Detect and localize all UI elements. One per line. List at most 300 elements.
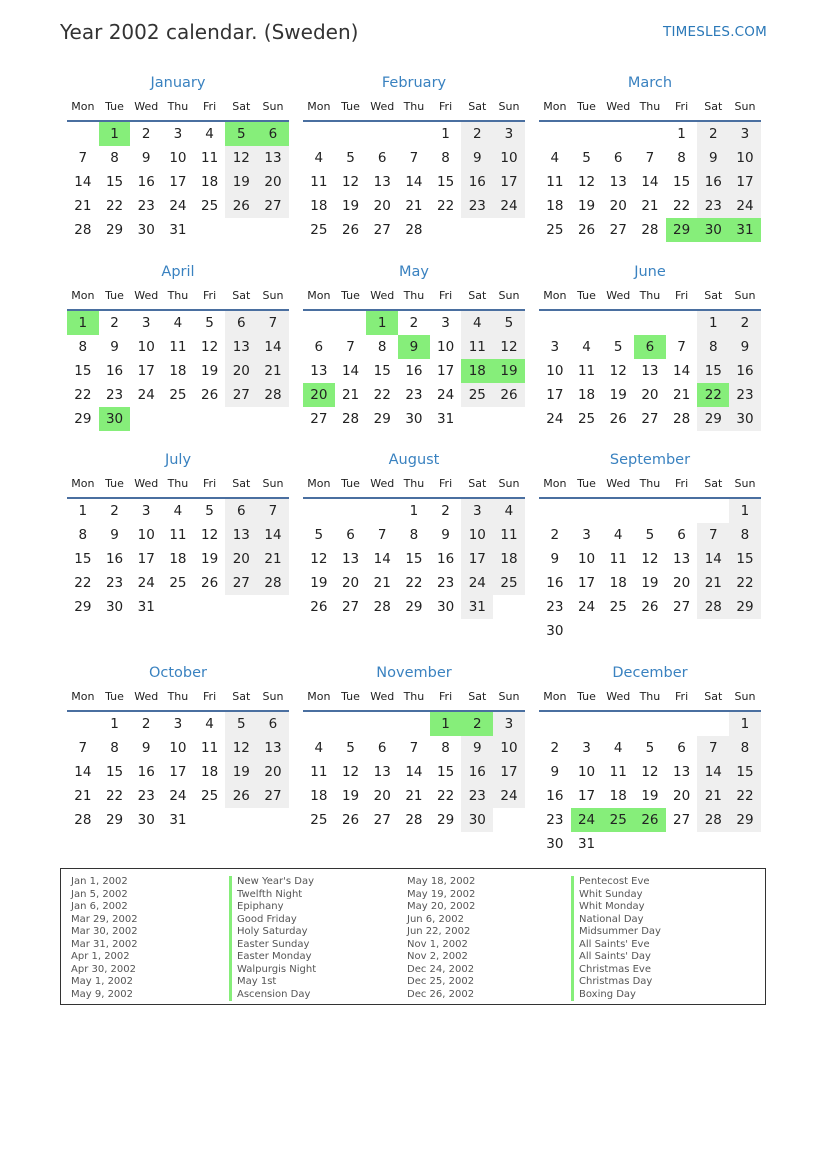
day-cell: 12 [577,174,596,190]
weekend-day: 8 [729,736,761,760]
holiday-date: May 9, 2002 [71,988,134,1000]
day-cell: 21 [405,198,423,214]
weekend-day: 14 [697,760,729,784]
day-cell: 15 [405,551,423,567]
day-cell: 15 [373,363,391,379]
week-row [67,146,289,170]
day-cell: 11 [546,174,564,190]
weekday-label: Sun [262,100,284,113]
weekday-header [539,287,761,311]
empty-day [130,407,162,431]
day-cell: 11 [169,527,187,543]
week-row [539,760,761,784]
weekday-label: Mon [71,477,95,490]
empty-day [634,832,666,856]
day-cell: 22 [437,788,455,804]
weekend-day: 6 [225,311,257,335]
day-cell: 8 [78,527,88,543]
weekday-label: Wed [134,289,159,302]
day-cell: 15 [437,174,455,190]
day-cell: 13 [673,764,691,780]
day-cell: 30 [137,812,155,828]
day-cell: 28 [373,599,391,615]
weekday-label: Wed [370,289,395,302]
weekend-day: 31 [461,595,493,619]
weekend-day: 28 [697,808,729,832]
empty-day [461,218,493,242]
weekday-label: Wed [370,690,395,703]
day-cell: 1 [441,126,450,142]
month-name: May [399,264,429,280]
day-cell: 7 [78,150,88,166]
weekday-label: Sat [232,100,251,113]
day-cell: 11 [201,740,219,756]
day-cell: 22 [74,575,92,591]
weekend-day: 30 [461,808,493,832]
day-cell: 24 [169,198,187,214]
weekend-day: 2 [729,311,761,335]
month-april [67,261,289,431]
weekend-day: 11 [493,523,525,547]
holiday-name: Ascension Day [229,989,316,1002]
day-cell: 2 [550,740,560,756]
holiday-name: Easter Sunday [229,939,316,952]
weekend-day: 3 [493,122,525,146]
day-cell: 3 [582,740,591,756]
holiday-name: All Saints' Day [571,951,661,964]
day-cell: 29 [373,411,391,427]
weekday-label: Mon [307,100,331,113]
holiday-name: May 1st [229,976,316,989]
weekend-day: 21 [697,571,729,595]
empty-day [194,218,226,242]
day-cell: 10 [577,551,596,567]
weekend-day: 15 [729,760,761,784]
month-name: November [376,665,452,681]
empty-day [257,808,289,832]
day-cell: 8 [78,339,88,355]
day-cell: 12 [201,527,219,543]
day-cell: 18 [310,198,328,214]
holiday-date: Dec 24, 2002 [407,963,475,975]
day-cell: 4 [550,150,560,166]
weekday-label: Fri [439,100,453,113]
holiday-name: Whit Sunday [571,889,661,902]
day-cell: 11 [169,339,187,355]
holiday-day: 1 [430,712,462,736]
day-cell: 25 [201,198,219,214]
day-cell: 2 [441,503,450,519]
weekend-day: 1 [729,499,761,523]
day-cell: 28 [405,222,423,238]
day-cell: 17 [437,363,455,379]
month-july [67,449,289,619]
day-cell: 2 [409,315,419,331]
day-cell: 29 [105,222,124,238]
weekday-label: Tue [341,100,360,113]
weekend-day: 29 [697,407,729,431]
weekend-day: 20 [225,547,257,571]
day-cell: 27 [641,411,659,427]
weekday-label: Mon [71,100,95,113]
weekday-label: Sun [734,289,756,302]
day-cell: 21 [373,575,391,591]
weekend-day: 6 [257,712,289,736]
holiday-date: Nov 2, 2002 [407,951,468,962]
month-november [303,662,525,832]
day-cell: 5 [346,740,355,756]
legend-names-col-1 [229,876,316,1001]
day-cell: 16 [437,551,455,567]
week-row [303,146,525,170]
weekend-day: 5 [225,712,257,736]
week-row [67,194,289,218]
holiday-date: Mar 29, 2002 [71,913,138,925]
holiday-date: Dec 25, 2002 [407,976,475,987]
weekday-header [67,287,289,311]
week-row [539,194,761,218]
holiday-name: Walpurgis Night [229,964,316,977]
weekend-day: 30 [729,407,761,431]
day-cell: 10 [137,527,155,543]
weekday-label: Fri [675,289,689,302]
weekday-header [539,98,761,122]
week-row [303,547,525,571]
day-cell: 29 [74,411,92,427]
holiday-day: 6 [257,122,289,146]
day-cell: 22 [74,387,92,403]
empty-day [634,619,666,643]
weekend-day: 22 [729,784,761,808]
week-row [67,170,289,194]
day-cell: 10 [169,150,187,166]
weekend-day: 9 [697,146,729,170]
weekend-day: 24 [729,194,761,218]
weekday-label: Wed [370,477,395,490]
week-row [303,736,525,760]
day-cell: 12 [341,764,360,780]
empty-day [666,832,698,856]
empty-day [225,218,257,242]
day-cell: 7 [645,150,655,166]
weekday-header [303,287,525,311]
day-cell: 15 [437,764,455,780]
holiday-date: Jan 6, 2002 [71,901,128,912]
holiday-name: Midsummer Day [571,926,661,939]
day-cell: 21 [341,387,360,403]
weekend-day: 3 [493,712,525,736]
weekday-label: Mon [307,289,331,302]
day-cell: 19 [577,198,596,214]
empty-day [430,218,462,242]
day-cell: 23 [105,575,124,591]
week-row [539,784,761,808]
day-cell: 27 [310,411,328,427]
day-cell: 27 [673,812,691,828]
week-row [303,571,525,595]
empty-day [194,595,226,619]
weekend-day: 13 [257,736,289,760]
week-row [303,122,525,146]
weekday-label: Thu [167,100,189,113]
day-cell: 31 [577,836,596,852]
holiday-name: Easter Monday [229,951,316,964]
empty-day [225,407,257,431]
day-cell: 3 [141,315,151,331]
holiday-day: 19 [493,359,525,383]
empty-day [634,122,666,146]
day-cell: 19 [201,363,219,379]
day-cell: 24 [137,387,155,403]
weekday-label: Tue [341,477,360,490]
weekend-day: 17 [493,170,525,194]
day-cell: 16 [405,363,423,379]
weekend-day: 28 [257,383,289,407]
month-december [539,662,761,856]
empty-day [225,595,257,619]
weekend-day: 25 [493,571,525,595]
day-cell: 23 [137,788,155,804]
day-cell: 22 [105,198,124,214]
weekend-day: 7 [257,499,289,523]
empty-day [602,832,634,856]
day-cell: 15 [105,764,124,780]
day-cell: 5 [645,527,655,543]
weekday-label: Thu [403,289,425,302]
day-cell: 5 [645,740,655,756]
day-cell: 11 [310,764,328,780]
weekday-label: Mon [71,690,95,703]
weekend-day: 16 [697,170,729,194]
week-row [303,383,525,407]
day-cell: 3 [141,503,151,519]
day-cell: 26 [201,575,219,591]
week-row [67,784,289,808]
day-cell: 22 [405,575,423,591]
weekend-day: 15 [697,359,729,383]
day-cell: 18 [546,198,564,214]
empty-day [602,619,634,643]
day-cell: 26 [577,222,596,238]
weekend-day: 1 [697,311,729,335]
day-cell: 1 [110,716,119,732]
empty-day [602,712,634,736]
legend-names-col-2 [571,876,661,1001]
weekday-label: Sat [468,289,487,302]
empty-day [697,832,729,856]
day-cell: 18 [169,363,187,379]
day-cell: 4 [613,527,623,543]
day-cell: 27 [673,599,691,615]
day-cell: 22 [373,387,391,403]
weekday-label: Tue [577,690,596,703]
day-cell: 16 [546,788,564,804]
month-name: August [388,452,440,468]
weekday-label: Tue [577,289,596,302]
legend-dates-col-2 [407,876,475,1001]
day-cell: 23 [105,387,124,403]
weekend-day: 4 [493,499,525,523]
weekday-label: Sun [262,289,284,302]
week-row [539,335,761,359]
holiday-legend [60,868,766,1005]
weekend-day: 24 [493,194,525,218]
day-cell: 4 [613,740,623,756]
day-cell: 6 [677,740,686,756]
day-cell: 23 [437,575,455,591]
weekend-day: 12 [225,146,257,170]
day-cell: 10 [546,363,564,379]
week-row [303,760,525,784]
day-cell: 13 [341,551,360,567]
holiday-day: 1 [366,311,398,335]
day-cell: 14 [341,363,360,379]
month-name: January [150,75,206,91]
weekend-day: 22 [729,571,761,595]
weekend-day: 13 [225,335,257,359]
day-cell: 13 [373,174,391,190]
day-cell: 16 [105,551,124,567]
day-cell: 22 [437,198,455,214]
week-row [67,383,289,407]
day-cell: 17 [546,387,564,403]
week-row [67,218,289,242]
holiday-name: Good Friday [229,914,316,927]
day-cell: 21 [74,788,92,804]
day-cell: 27 [373,812,391,828]
empty-day [697,499,729,523]
weekday-label: Sun [498,690,520,703]
day-cell: 17 [169,174,187,190]
day-cell: 19 [341,198,360,214]
weekday-header [67,688,289,712]
weekday-label: Thu [403,100,425,113]
empty-day [729,619,761,643]
day-cell: 13 [373,764,391,780]
week-row [539,146,761,170]
empty-day [257,595,289,619]
day-cell: 25 [169,575,187,591]
day-cell: 28 [641,222,659,238]
weekday-label: Mon [307,477,331,490]
day-cell: 3 [173,126,183,142]
holiday-day: 24 [571,808,603,832]
day-cell: 19 [641,575,659,591]
empty-day [162,595,194,619]
weekend-day: 27 [257,194,289,218]
weekend-day: 21 [257,547,289,571]
month-name: April [161,264,195,280]
day-cell: 31 [437,411,455,427]
weekday-label: Thu [403,690,425,703]
holiday-date: May 18, 2002 [407,876,476,887]
empty-day [539,122,571,146]
month-name: March [627,75,673,91]
holiday-name: New Year's Day [229,876,316,889]
day-cell: 6 [377,740,387,756]
weekday-label: Fri [203,477,217,490]
weekday-header [539,475,761,499]
empty-day [571,499,603,523]
day-cell: 9 [141,150,151,166]
day-cell: 24 [577,599,596,615]
empty-day [335,499,367,523]
holiday-day: 31 [729,218,761,242]
day-cell: 16 [137,764,155,780]
day-cell: 25 [310,812,328,828]
holiday-day: 20 [303,383,335,407]
day-cell: 2 [141,126,151,142]
month-name: October [148,665,208,681]
week-row [539,170,761,194]
weekday-label: Sat [704,289,723,302]
day-cell: 22 [673,198,691,214]
weekend-day: 19 [225,170,257,194]
weekend-day: 28 [257,571,289,595]
weekend-day: 26 [225,194,257,218]
week-row [67,359,289,383]
day-cell: 4 [173,503,183,519]
day-cell: 24 [137,575,155,591]
weekend-day: 26 [493,383,525,407]
week-row [539,523,761,547]
week-row [67,407,289,431]
day-cell: 9 [550,764,560,780]
week-row [539,619,761,643]
holiday-name: Holy Saturday [229,926,316,939]
day-cell: 12 [341,174,360,190]
day-cell: 7 [409,150,419,166]
holiday-date: May 1, 2002 [71,976,134,987]
weekday-label: Fri [439,690,453,703]
week-row [67,499,289,523]
day-cell: 20 [341,575,360,591]
day-cell: 14 [641,174,659,190]
weekday-header [67,475,289,499]
holiday-name: All Saints' Eve [571,939,661,952]
weekend-day: 2 [461,122,493,146]
weekday-label: Sat [704,477,723,490]
weekday-label: Thu [639,477,661,490]
holiday-day: 5 [225,122,257,146]
holiday-date: Mar 30, 2002 [71,926,138,937]
empty-day [335,122,367,146]
weekday-label: Fri [675,477,689,490]
empty-day [303,712,335,736]
weekday-label: Sun [262,690,284,703]
weekend-day: 24 [493,784,525,808]
day-cell: 26 [641,599,659,615]
day-cell: 12 [201,339,219,355]
week-row [67,760,289,784]
empty-day [225,808,257,832]
day-cell: 4 [205,716,214,732]
weekend-day: 14 [257,523,289,547]
empty-day [67,122,99,146]
day-cell: 7 [409,740,419,756]
day-cell: 14 [405,174,423,190]
empty-day [335,311,367,335]
weekend-day: 8 [697,335,729,359]
day-cell: 25 [577,411,596,427]
site-link[interactable]: TIMESLES.COM [663,24,767,40]
weekend-day: 21 [697,784,729,808]
weekend-day: 17 [461,547,493,571]
weekend-day: 14 [697,547,729,571]
holiday-date: May 20, 2002 [407,901,476,912]
month-june [539,261,761,431]
month-october [67,662,289,832]
